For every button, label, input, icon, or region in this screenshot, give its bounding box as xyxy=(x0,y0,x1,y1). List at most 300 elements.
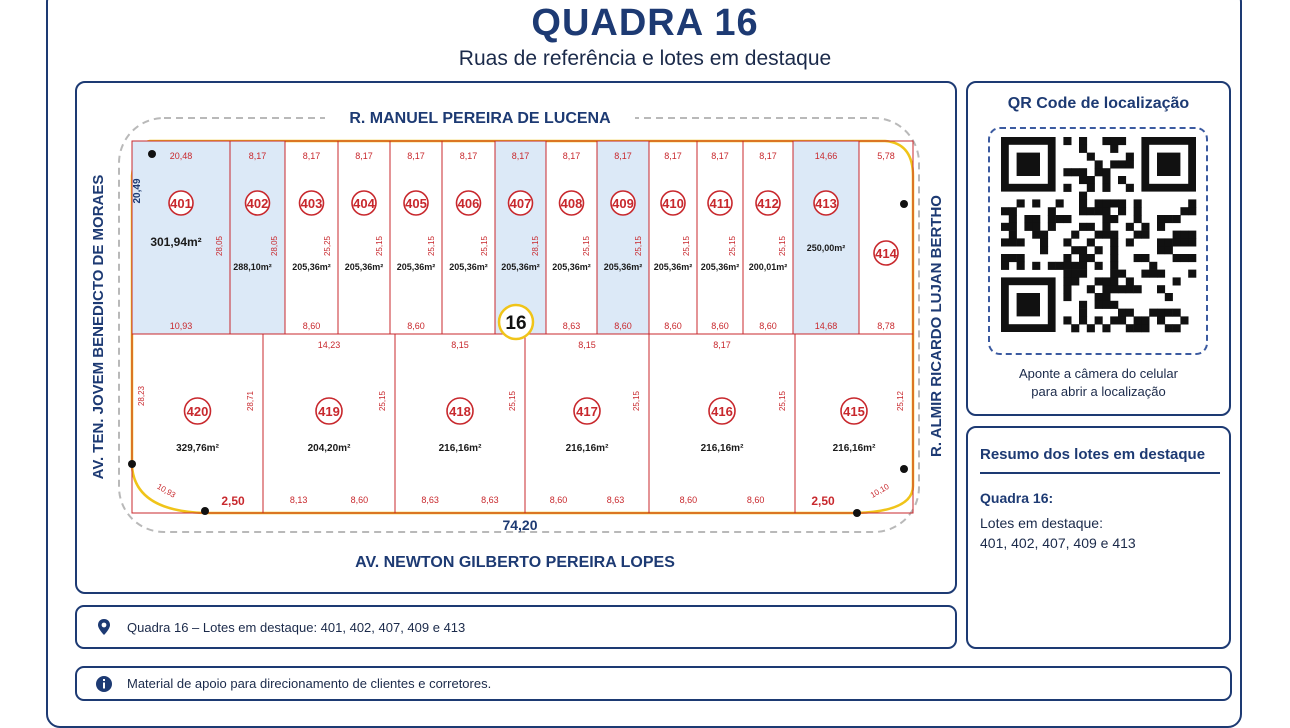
qr-module xyxy=(1095,316,1103,324)
qr-module xyxy=(1126,184,1134,192)
lot-420-side-left: 28,23 xyxy=(137,385,146,407)
lot-416-bottom-b: 8,60 xyxy=(746,495,765,505)
qr-module xyxy=(1188,254,1196,262)
qr-module xyxy=(1118,137,1126,145)
lot-401-area: 301,94m² xyxy=(150,235,202,249)
qr-module xyxy=(1173,215,1181,223)
qr-module xyxy=(1063,137,1071,145)
qr-module xyxy=(1071,246,1079,254)
qr-module xyxy=(1149,309,1157,317)
qr-module xyxy=(1095,168,1103,176)
lot-413-number: 413 xyxy=(815,196,837,211)
lot-413-front: 14,66 xyxy=(814,151,838,161)
lot-401-left-side: 20,49 xyxy=(132,178,143,204)
qr-module xyxy=(1165,215,1173,223)
qr-module xyxy=(1095,231,1103,239)
qr-module xyxy=(1071,270,1079,278)
summary-panel xyxy=(966,426,1231,649)
qr-module xyxy=(1134,316,1142,324)
lot-419-number: 419 xyxy=(318,404,340,419)
qr-module xyxy=(1126,324,1134,332)
qr-module xyxy=(1087,176,1095,184)
qr-module xyxy=(1056,199,1064,207)
qr-module xyxy=(1001,238,1009,246)
qr-module xyxy=(1141,254,1149,262)
qr-module xyxy=(1056,215,1064,223)
qr-module xyxy=(1110,215,1118,223)
qr-module xyxy=(1024,215,1032,223)
summary-divider xyxy=(980,472,1220,474)
qr-module xyxy=(1079,301,1087,309)
qr-module xyxy=(1180,238,1188,246)
lot-408-back: 8,63 xyxy=(562,321,581,331)
qr-module xyxy=(1017,238,1025,246)
qr-module xyxy=(1141,324,1149,332)
lot-418-number: 418 xyxy=(449,404,471,419)
lot-420-bottom: 2,50 xyxy=(221,494,245,508)
qr-module xyxy=(1063,168,1071,176)
map-pin-icon xyxy=(95,618,113,636)
qr-module xyxy=(1071,168,1079,176)
qr-module xyxy=(1102,285,1110,293)
lot-417-bottom-b: 8,63 xyxy=(606,495,625,505)
qr-module xyxy=(1095,246,1103,254)
lot-402-side: 28,05 xyxy=(270,235,279,257)
lot-411-number: 411 xyxy=(709,196,731,211)
block-number: 16 xyxy=(505,313,527,334)
qr-module xyxy=(1110,270,1118,278)
corner-marker xyxy=(900,200,908,208)
qr-module xyxy=(1087,153,1095,161)
lot-403-front: 8,17 xyxy=(302,151,321,161)
qr-module xyxy=(1102,176,1110,184)
qr-module xyxy=(1173,277,1181,285)
qr-module xyxy=(1063,293,1071,301)
qr-module xyxy=(1063,285,1071,293)
qr-module xyxy=(1079,207,1087,215)
lot-409-front: 8,17 xyxy=(614,151,632,161)
qr-module xyxy=(1110,246,1118,254)
qr-module xyxy=(1087,207,1095,215)
lot-416-top: 8,17 xyxy=(713,340,731,350)
qr-module xyxy=(1079,223,1087,231)
lot-412-back: 8,60 xyxy=(759,321,777,331)
qr-module xyxy=(1048,207,1056,215)
lot-415-diagonal: 10,10 xyxy=(868,481,891,500)
qr-finder-core xyxy=(1017,293,1040,316)
qr-code[interactable] xyxy=(1001,137,1197,343)
qr-module xyxy=(1110,145,1118,153)
lot-411-front: 8,17 xyxy=(711,151,729,161)
lot-405-back: 8,60 xyxy=(407,321,425,331)
qr-module xyxy=(1102,293,1110,301)
qr-module xyxy=(1102,168,1110,176)
summary-title: Resumo dos lotes em destaque xyxy=(980,446,1206,463)
qr-module xyxy=(1173,231,1181,239)
lot-414-number: 414 xyxy=(875,246,897,261)
qr-module xyxy=(1040,238,1048,246)
lot-413-parcel xyxy=(793,141,859,334)
qr-module xyxy=(1032,262,1040,270)
qr-module xyxy=(1165,293,1173,301)
qr-module xyxy=(1180,316,1188,324)
qr-module xyxy=(1063,270,1071,278)
qr-module xyxy=(1063,238,1071,246)
qr-module xyxy=(1110,231,1118,239)
qr-module xyxy=(1110,262,1118,270)
qr-module xyxy=(1134,285,1142,293)
qr-module xyxy=(1165,246,1173,254)
lot-409-area: 205,36m² xyxy=(603,262,643,272)
lot-419-bottom-b: 8,60 xyxy=(350,495,369,505)
qr-module xyxy=(1009,254,1017,262)
qr-module xyxy=(1180,254,1188,262)
qr-module xyxy=(1102,277,1110,285)
lot-410-front: 8,17 xyxy=(664,151,682,161)
qr-module xyxy=(1017,199,1025,207)
qr-module xyxy=(1134,231,1142,239)
qr-module xyxy=(1079,309,1087,317)
qr-module xyxy=(1157,285,1165,293)
lot-406-front: 8,17 xyxy=(459,151,478,161)
qr-module xyxy=(1009,215,1017,223)
bottom-total-measure: 74,20 xyxy=(502,517,538,533)
qr-module xyxy=(1102,231,1110,239)
qr-caption-line1: Aponte a câmera do celular xyxy=(1019,366,1178,381)
qr-caption-line2: para abrir a localização xyxy=(1031,384,1166,399)
lot-403-area: 205,36m² xyxy=(292,262,331,272)
lot-401-side: 28,05 xyxy=(215,235,224,257)
qr-module xyxy=(1079,137,1087,145)
lot-413-area: 250,00m² xyxy=(806,243,846,253)
lot-415-area: 216,16m² xyxy=(832,443,876,454)
qr-module xyxy=(1188,231,1196,239)
lot-419-top: 14,23 xyxy=(317,340,341,350)
lot-416-side: 25,15 xyxy=(778,390,787,412)
lot-419-side: 25,15 xyxy=(378,390,387,412)
qr-module xyxy=(1157,246,1165,254)
lot-404-side: 25,15 xyxy=(375,235,384,257)
qr-module xyxy=(1188,238,1196,246)
lot-420-diagonal: 10,93 xyxy=(155,481,178,500)
qr-module xyxy=(1157,215,1165,223)
lot-418-area: 216,16m² xyxy=(438,443,482,454)
qr-module xyxy=(1048,215,1056,223)
qr-module xyxy=(1157,223,1165,231)
qr-module xyxy=(1126,309,1134,317)
lot-402-front: 8,17 xyxy=(248,151,267,161)
qr-module xyxy=(1063,254,1071,262)
lot-402-area: 288,10m² xyxy=(233,262,272,272)
lot-411-side: 25,15 xyxy=(728,235,737,257)
lot-408-number: 408 xyxy=(560,196,583,211)
qr-module xyxy=(1087,223,1095,231)
qr-module xyxy=(1110,285,1118,293)
qr-module xyxy=(1001,254,1009,262)
qr-module xyxy=(1141,223,1149,231)
qr-module xyxy=(1079,199,1087,207)
location-bar xyxy=(75,605,957,649)
info-icon xyxy=(95,675,113,693)
qr-module xyxy=(1009,223,1017,231)
lot-417-top: 8,15 xyxy=(578,340,596,350)
qr-module xyxy=(1118,160,1126,168)
qr-module xyxy=(1032,223,1040,231)
qr-module xyxy=(1102,184,1110,192)
qr-module xyxy=(1079,176,1087,184)
qr-module xyxy=(1118,199,1126,207)
summary-quadra: Quadra 16: xyxy=(980,490,1054,506)
qr-module xyxy=(1048,262,1056,270)
qr-module xyxy=(1118,316,1126,324)
lot-417-area: 216,16m² xyxy=(565,443,609,454)
lot-415-bottom: 2,50 xyxy=(811,494,835,508)
qr-module xyxy=(1126,223,1134,231)
qr-module xyxy=(1180,231,1188,239)
qr-module xyxy=(1173,309,1181,317)
lot-405-area: 205,36m² xyxy=(396,262,436,272)
qr-module xyxy=(1134,215,1142,223)
qr-module xyxy=(1102,207,1110,215)
qr-module xyxy=(1079,192,1087,200)
qr-module xyxy=(1079,270,1087,278)
qr-module xyxy=(1134,199,1142,207)
qr-module xyxy=(1063,215,1071,223)
qr-module xyxy=(1017,254,1025,262)
lot-412-area: 200,01m² xyxy=(748,262,788,272)
lot-410-back: 8,60 xyxy=(664,321,682,331)
qr-module xyxy=(1095,199,1103,207)
lot-420-side: 28,71 xyxy=(246,390,255,412)
qr-module xyxy=(1001,223,1009,231)
qr-module xyxy=(1188,270,1196,278)
qr-module xyxy=(1157,238,1165,246)
qr-module xyxy=(1032,231,1040,239)
qr-module xyxy=(1134,254,1142,262)
qr-module xyxy=(1110,254,1118,262)
qr-module xyxy=(1079,262,1087,270)
lot-411-back: 8,60 xyxy=(711,321,729,331)
qr-module xyxy=(1009,207,1017,215)
lot-410-number: 410 xyxy=(662,196,684,211)
qr-module xyxy=(1095,293,1103,301)
lot-415-number: 415 xyxy=(843,404,865,419)
qr-module xyxy=(1079,254,1087,262)
qr-module xyxy=(1180,207,1188,215)
page-title: QUADRA 16 xyxy=(531,2,759,44)
corner-marker xyxy=(201,507,209,515)
qr-module xyxy=(1173,238,1181,246)
corner-marker xyxy=(148,150,156,158)
street-right-name: R. ALMIR RICARDO LUJAN BERTHO xyxy=(928,195,945,457)
qr-module xyxy=(1188,199,1196,207)
qr-module xyxy=(1110,137,1118,145)
corner-marker xyxy=(853,509,861,517)
qr-module xyxy=(1087,324,1095,332)
qr-module xyxy=(1079,168,1087,176)
lot-404-front: 8,17 xyxy=(355,151,373,161)
info-bar xyxy=(75,666,1232,701)
lot-418-top: 8,15 xyxy=(451,340,469,350)
lot-418-side: 25,15 xyxy=(508,390,517,412)
qr-module xyxy=(1102,215,1110,223)
qr-module xyxy=(1134,207,1142,215)
qr-module xyxy=(1110,238,1118,246)
qr-module xyxy=(1110,277,1118,285)
qr-module xyxy=(1095,301,1103,309)
qr-module xyxy=(1048,223,1056,231)
qr-module xyxy=(1095,262,1103,270)
qr-module xyxy=(1102,199,1110,207)
lot-407-number: 407 xyxy=(509,196,532,211)
qr-module xyxy=(1126,285,1134,293)
qr-module xyxy=(1087,184,1095,192)
qr-module xyxy=(1173,324,1181,332)
qr-module xyxy=(1126,277,1134,285)
lot-414-back: 8,78 xyxy=(877,321,895,331)
qr-module xyxy=(1110,301,1118,309)
summary-label: Lotes em destaque: xyxy=(980,515,1103,531)
lot-419-area: 204,20m² xyxy=(307,443,351,454)
qr-module xyxy=(1102,223,1110,231)
qr-module xyxy=(1087,254,1095,262)
qr-caption xyxy=(968,365,1229,401)
qr-title: QR Code de localização xyxy=(1007,95,1190,112)
qr-module xyxy=(1165,324,1173,332)
qr-finder-core xyxy=(1157,153,1180,176)
qr-module xyxy=(1087,238,1095,246)
lot-417-side: 25,15 xyxy=(632,390,641,412)
lot-405-side: 25,15 xyxy=(427,235,436,257)
qr-module xyxy=(1157,309,1165,317)
lot-408-area: 205,36m² xyxy=(552,262,591,272)
lot-414-front: 5,78 xyxy=(877,151,895,161)
qr-module xyxy=(1110,160,1118,168)
qr-module xyxy=(1063,184,1071,192)
qr-module xyxy=(1079,145,1087,153)
lot-408-side: 25,15 xyxy=(582,235,591,257)
lot-417-bottom-a: 8,60 xyxy=(549,495,568,505)
qr-module xyxy=(1009,238,1017,246)
qr-module xyxy=(1040,231,1048,239)
qr-module xyxy=(1110,316,1118,324)
qr-module xyxy=(1001,207,1009,215)
qr-finder-core xyxy=(1017,153,1040,176)
qr-module xyxy=(1071,262,1079,270)
qr-module xyxy=(1024,223,1032,231)
page-subtitle: Ruas de referência e lotes em destaque xyxy=(458,47,832,70)
info-text: Material de apoio para direcionamento de clientes e corretores. xyxy=(127,676,492,691)
lot-406-number: 406 xyxy=(457,196,480,211)
location-text: Quadra 16 – Lotes em destaque: 401, 402, 407, 409 e 413 xyxy=(127,619,466,635)
lot-408-front: 8,17 xyxy=(562,151,581,161)
qr-module xyxy=(1157,316,1165,324)
lot-420-area: 329,76m² xyxy=(176,443,219,454)
qr-module xyxy=(1063,316,1071,324)
qr-module xyxy=(1141,270,1149,278)
lot-403-back: 8,60 xyxy=(302,321,321,331)
qr-module xyxy=(1102,137,1110,145)
qr-module xyxy=(1087,285,1095,293)
qr-module xyxy=(1188,207,1196,215)
lot-405-number: 405 xyxy=(405,196,427,211)
qr-module xyxy=(1009,231,1017,239)
corner-marker xyxy=(900,465,908,473)
lot-412-side: 25,15 xyxy=(778,235,787,257)
summary-lots: 401, 402, 407, 409 e 413 xyxy=(980,535,1136,551)
lot-409-number: 409 xyxy=(612,196,634,211)
qr-module xyxy=(1118,270,1126,278)
lot-409-side: 25,15 xyxy=(634,235,643,257)
qr-module xyxy=(1102,324,1110,332)
lot-411-area: 205,36m² xyxy=(700,262,740,272)
lot-410-area: 205,36m² xyxy=(653,262,693,272)
street-left-name: AV. TEN. JOVEM BENEDICTO DE MORAES xyxy=(90,174,107,480)
lot-412-number: 412 xyxy=(757,196,779,211)
qr-module xyxy=(1095,207,1103,215)
qr-module xyxy=(1079,316,1087,324)
qr-module xyxy=(1118,207,1126,215)
qr-module xyxy=(1141,231,1149,239)
qr-panel xyxy=(966,81,1231,416)
qr-module xyxy=(1063,277,1071,285)
qr-module xyxy=(1165,238,1173,246)
qr-module xyxy=(1071,324,1079,332)
lot-416-number: 416 xyxy=(711,404,733,419)
lot-415-side: 25,12 xyxy=(896,390,905,412)
street-top-name: R. MANUEL PEREIRA DE LUCENA xyxy=(349,110,611,127)
lot-413-back: 14,68 xyxy=(814,321,838,331)
qr-module xyxy=(1032,199,1040,207)
qr-module xyxy=(1165,309,1173,317)
lot-416-bottom-a: 8,60 xyxy=(679,495,698,505)
qr-module xyxy=(1102,301,1110,309)
lot-410-side: 25,15 xyxy=(682,235,691,257)
qr-module xyxy=(1118,285,1126,293)
qr-module xyxy=(1040,246,1048,254)
lot-412-front: 8,17 xyxy=(759,151,777,161)
lot-401-back: 10,93 xyxy=(169,321,193,331)
lot-406-area: 205,36m² xyxy=(449,262,488,272)
lot-403-side: 25,25 xyxy=(323,235,332,257)
qr-module xyxy=(1126,238,1134,246)
lot-407-side: 28,15 xyxy=(531,235,540,257)
lot-407-front: 8,17 xyxy=(511,151,530,161)
lot-402-number: 402 xyxy=(246,196,269,211)
qr-module xyxy=(1095,160,1103,168)
lot-409-back: 8,60 xyxy=(614,321,632,331)
qr-module xyxy=(1079,246,1087,254)
lot-419-bottom-a: 8,13 xyxy=(289,495,308,505)
corner-marker xyxy=(128,460,136,468)
lot-420-number: 420 xyxy=(186,404,209,419)
lot-405-front: 8,17 xyxy=(407,151,425,161)
qr-module xyxy=(1141,316,1149,324)
qr-module xyxy=(1157,270,1165,278)
lot-403-number: 403 xyxy=(300,196,323,211)
lot-416-area: 216,16m² xyxy=(700,443,744,454)
qr-module xyxy=(1118,176,1126,184)
qr-module xyxy=(1063,262,1071,270)
lot-404-area: 205,36m² xyxy=(344,262,384,272)
lot-406-side: 25,15 xyxy=(480,235,489,257)
qr-module xyxy=(1032,215,1040,223)
lot-418-bottom-b: 8,63 xyxy=(481,495,499,505)
qr-module xyxy=(1118,309,1126,317)
qr-module xyxy=(1001,262,1009,270)
qr-module xyxy=(1071,277,1079,285)
lot-407-area: 205,36m² xyxy=(501,262,540,272)
